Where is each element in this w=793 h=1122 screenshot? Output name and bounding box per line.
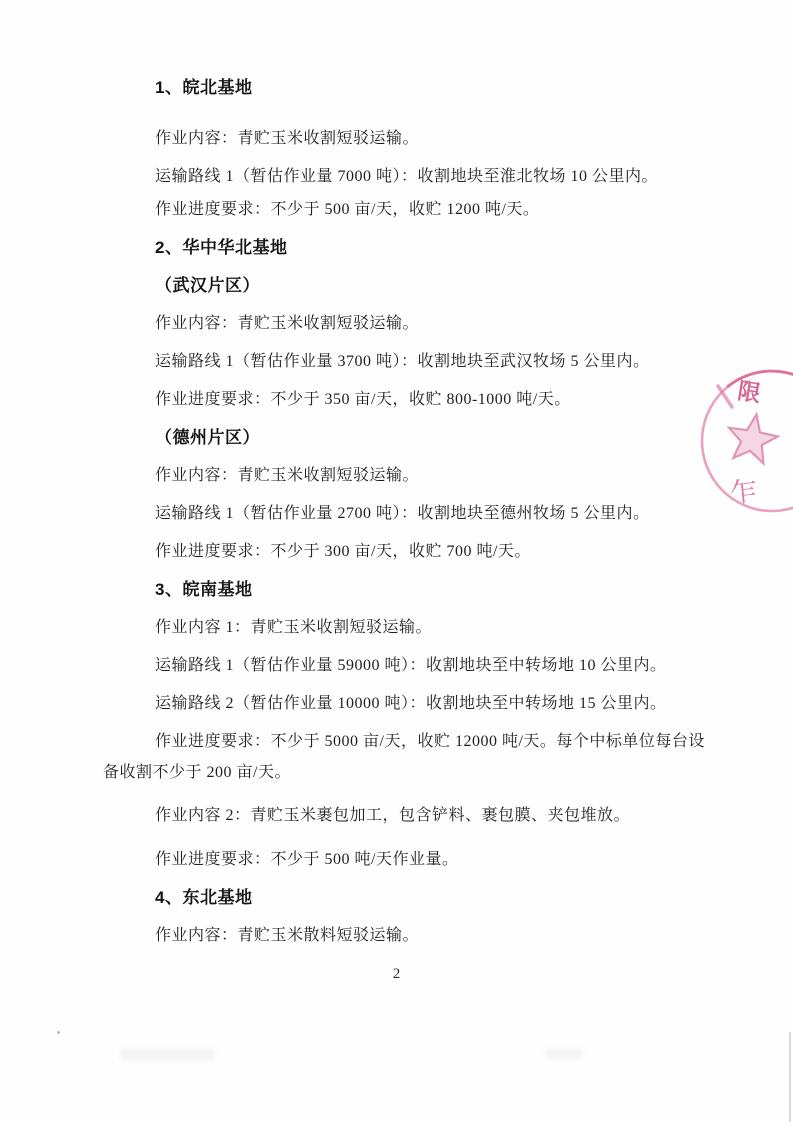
paragraph: 运输路线 2（暂估作业量 10000 吨）：收割地块至中转场地 15 公里内。 [155, 695, 667, 712]
seal-circle [702, 371, 793, 511]
subsection-heading: （德州片区） [155, 428, 260, 447]
subsection-heading: （武汉片区） [155, 276, 260, 295]
paragraph: 作业进度要求：不少于 350 亩/天，收贮 800-1000 吨/天。 [155, 391, 571, 408]
paragraph: 运输路线 1（暂估作业量 7000 吨）：收割地块至淮北牧场 10 公里内。 [155, 168, 659, 185]
paragraph: 作业内容：青贮玉米散料短驳运输。 [155, 927, 420, 944]
page-number: 2 [392, 966, 401, 982]
paragraph: 运输路线 1（暂估作业量 2700 吨）：收割地块至德州牧场 5 公里内。 [155, 505, 650, 522]
section-heading: 1、皖北基地 [155, 78, 253, 97]
star-icon [724, 410, 781, 465]
paragraph: 作业内容 2：青贮玉米裹包加工，包含铲料、裹包膜、夹包堆放。 [155, 807, 631, 824]
paragraph: 作业内容：青贮玉米收割短驳运输。 [155, 315, 420, 332]
seal-character-top: 限 [735, 378, 763, 407]
paragraph: 作业内容：青贮玉米收割短驳运输。 [155, 130, 420, 147]
seal-partial-character-stroke [718, 386, 732, 407]
scan-edge-line [789, 1032, 791, 1122]
paragraph: 运输路线 1（暂估作业量 59000 吨）：收割地块至中转场地 10 公里内。 [155, 657, 667, 674]
scan-speck [57, 1031, 60, 1034]
seal-character-bottom: 乍 [728, 475, 759, 509]
section-heading: 2、华中华北基地 [155, 238, 288, 257]
scan-smudge [120, 1049, 215, 1061]
section-heading: 3、皖南基地 [155, 580, 253, 599]
paragraph: 作业进度要求：不少于 500 亩/天，收贮 1200 吨/天。 [155, 201, 540, 218]
seal-arc-top [727, 371, 793, 412]
paragraph: 作业进度要求：不少于 5000 亩/天，收贮 12000 吨/天。每个中标单位每台设备收割不少于 200 亩/天。 [103, 733, 705, 781]
document-body [103, 72, 715, 958]
paragraph: 作业内容：青贮玉米收割短驳运输。 [155, 467, 420, 484]
paragraph: 作业内容 1：青贮玉米收割短驳运输。 [155, 619, 433, 636]
paragraph: 作业进度要求：不少于 500 吨/天作业量。 [155, 851, 459, 868]
scan-smudge [545, 1049, 583, 1059]
paragraph: 运输路线 1（暂估作业量 3700 吨）：收割地块至武汉牧场 5 公里内。 [155, 353, 650, 370]
section-heading: 4、东北基地 [155, 888, 253, 907]
paragraph: 作业进度要求：不少于 300 亩/天，收贮 700 吨/天。 [155, 543, 531, 560]
